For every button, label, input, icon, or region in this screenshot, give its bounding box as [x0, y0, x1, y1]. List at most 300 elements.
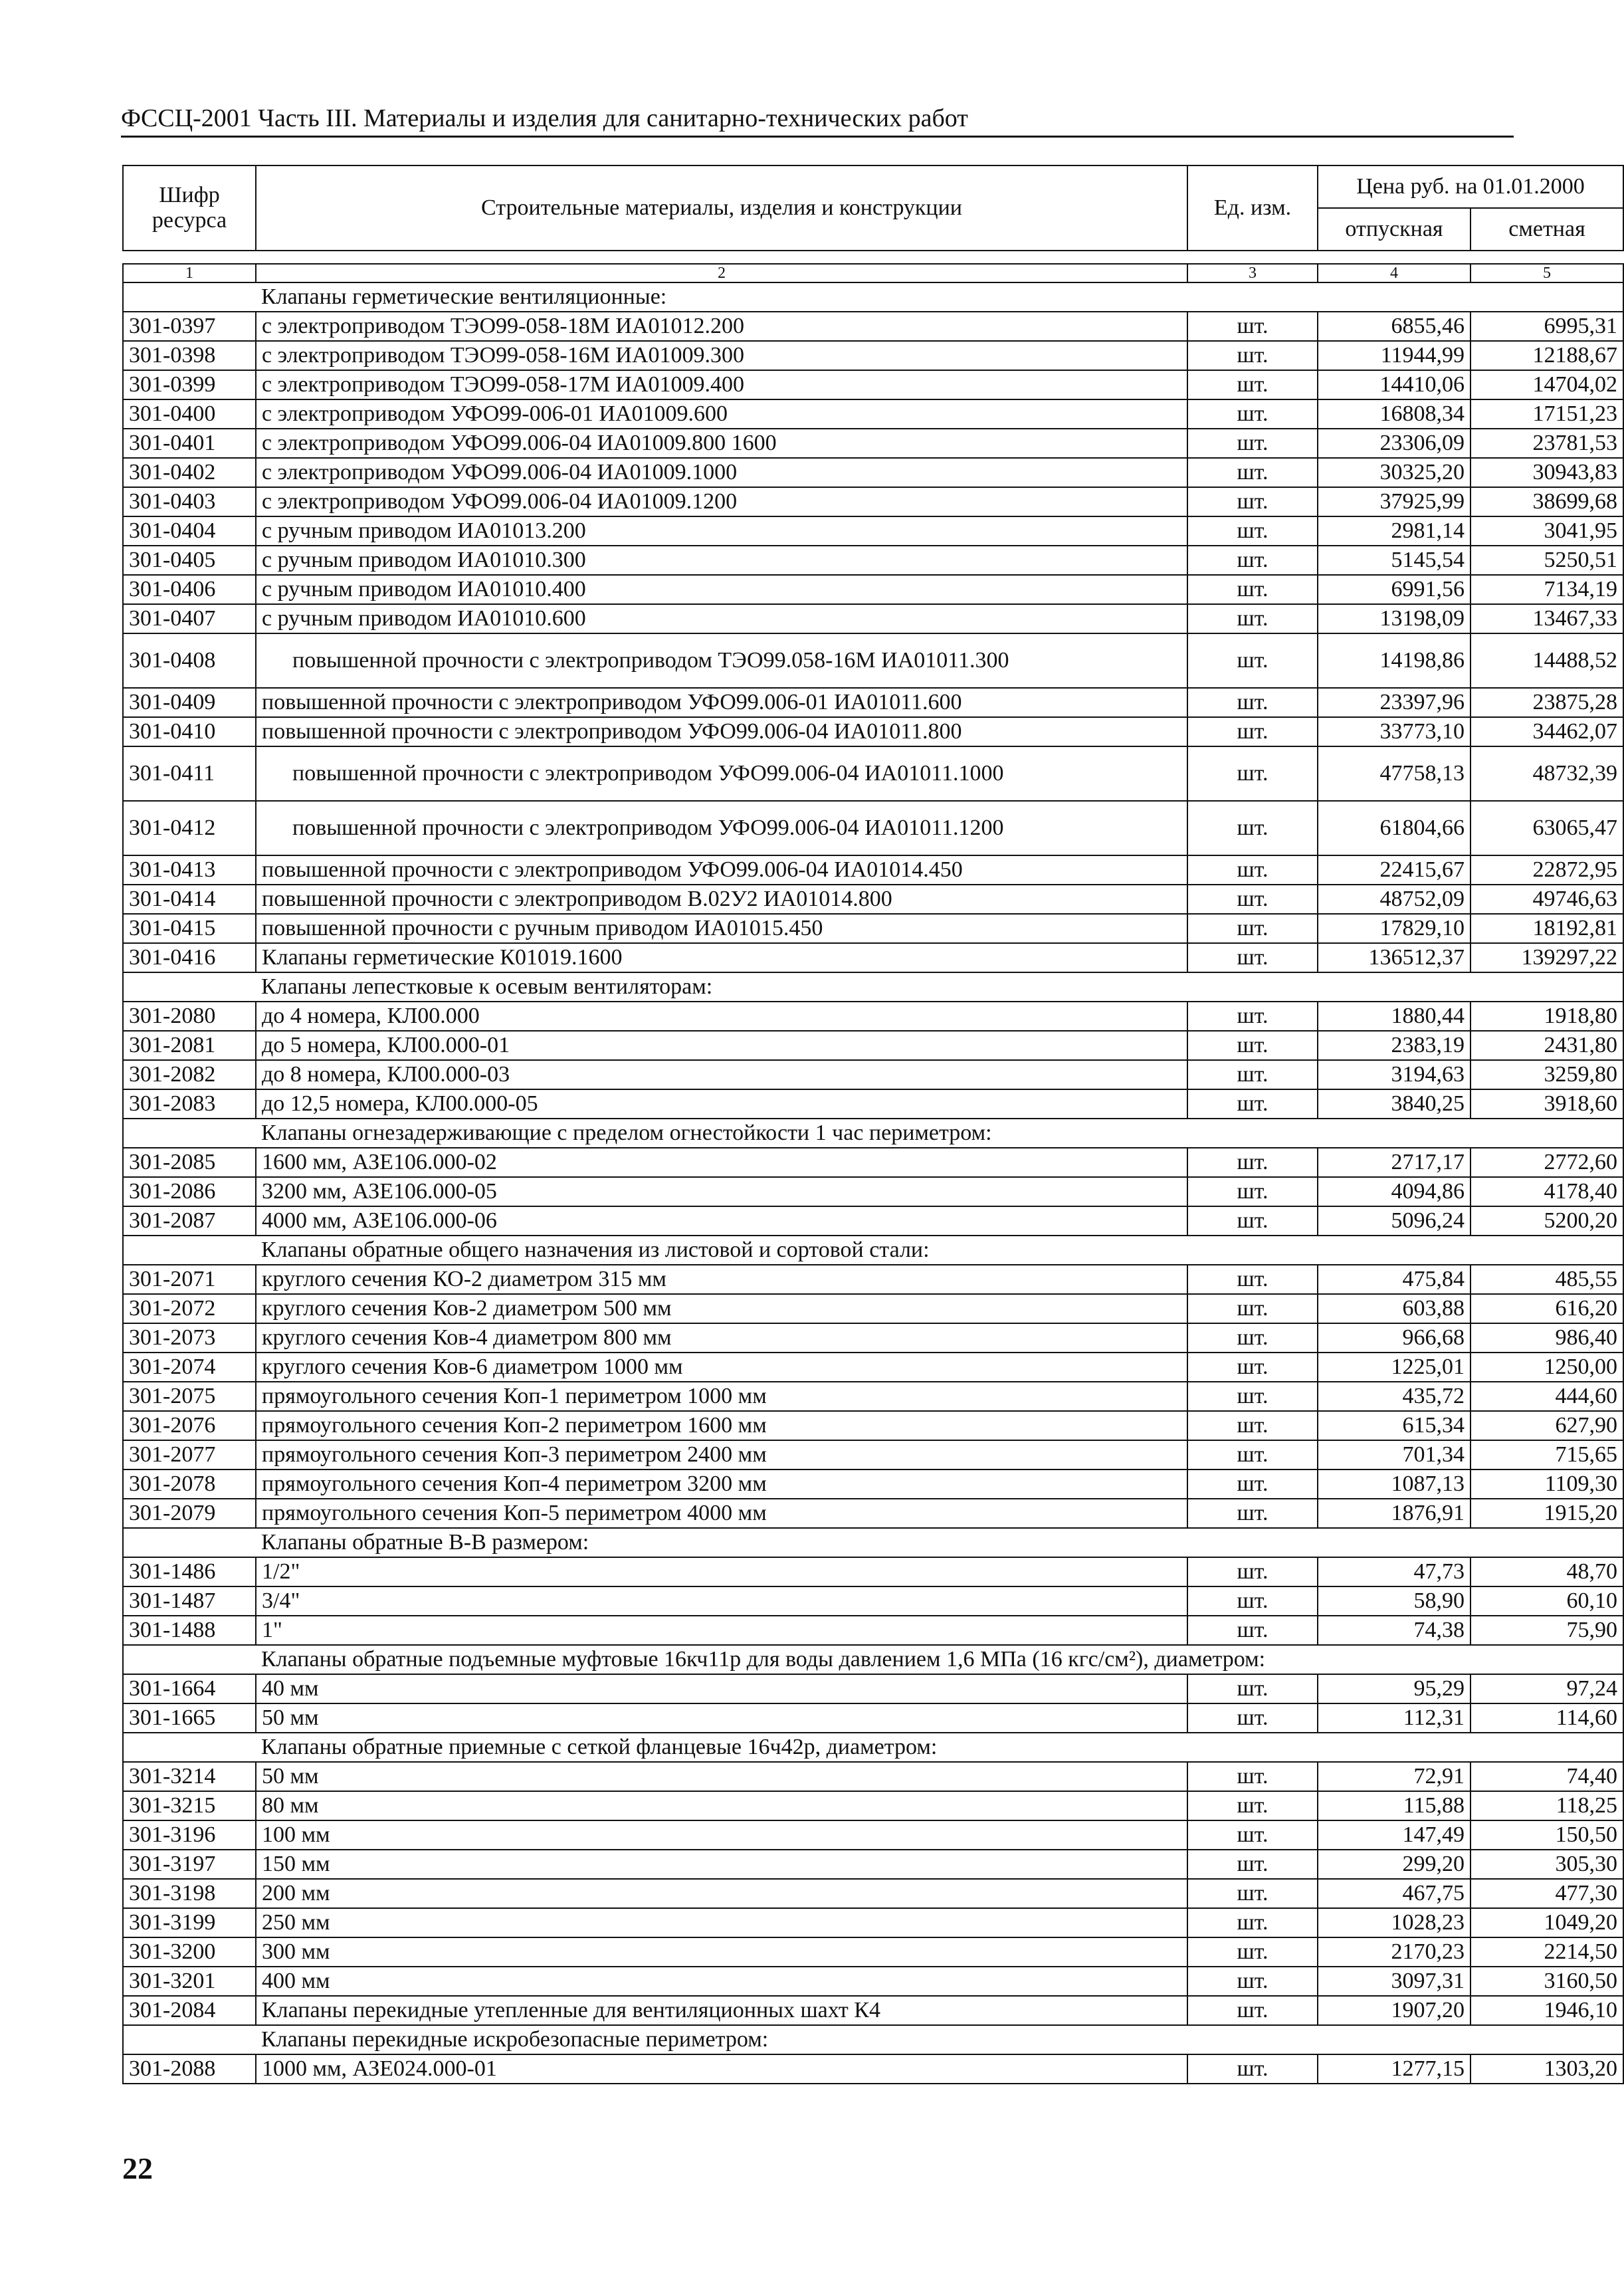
material-name-cell: повышенной прочности с электроприводом УФО99.006-04 ИА01014.450: [256, 855, 1187, 885]
table-row: [123, 575, 1623, 604]
col-header-price: Цена руб. на 01.01.2000: [1318, 165, 1623, 208]
table-row: [123, 1791, 1623, 1820]
table-row: [123, 801, 1623, 855]
material-name-cell: повышенной прочности с электроприводом УФО99.006-04 ИА01011.800: [256, 717, 1187, 746]
resource-code-cell: 301-0412: [123, 801, 256, 855]
table-row: [123, 1879, 1623, 1908]
release-price-cell: 16808,34: [1318, 399, 1471, 429]
unit-cell: шт.: [1187, 1557, 1318, 1586]
unit-cell: шт.: [1187, 487, 1318, 516]
material-name-cell: до 5 номера, КЛ00.000-01: [256, 1031, 1187, 1060]
estimate-price-cell: 23781,53: [1471, 429, 1623, 458]
estimate-price-cell: 3918,60: [1471, 1089, 1623, 1119]
resource-code-cell: 301-0404: [123, 516, 256, 546]
page-number: 22: [122, 2151, 153, 2185]
release-price-cell: 147,49: [1318, 1820, 1471, 1850]
estimate-price-cell: 14488,52: [1471, 633, 1623, 688]
group-header-row: [123, 1236, 1623, 1265]
table-row: [123, 1908, 1623, 1937]
estimate-price-cell: 477,30: [1471, 1879, 1623, 1908]
unit-cell: шт.: [1187, 546, 1318, 575]
table-body: [123, 282, 1623, 2084]
resource-code-cell: 301-0415: [123, 914, 256, 943]
col-number: 5: [1471, 264, 1623, 282]
unit-cell: шт.: [1187, 1177, 1318, 1206]
estimate-price-cell: 12188,67: [1471, 341, 1623, 370]
resource-code-cell: 301-3197: [123, 1850, 256, 1879]
material-name-cell: до 4 номера, КЛ00.000: [256, 1002, 1187, 1031]
release-price-cell: 966,68: [1318, 1323, 1471, 1353]
table-row: [123, 1265, 1623, 1294]
table-row: [123, 370, 1623, 399]
unit-cell: шт.: [1187, 604, 1318, 633]
estimate-price-cell: 986,40: [1471, 1323, 1623, 1353]
table-row: [123, 1294, 1623, 1323]
material-name-cell: повышенной прочности с электроприводом ТЭО99.058-16М ИА01011.300: [256, 633, 1187, 688]
table-row: [123, 1703, 1623, 1733]
unit-cell: шт.: [1187, 1937, 1318, 1967]
resource-code-cell: 301-2078: [123, 1469, 256, 1499]
release-price-cell: 6855,46: [1318, 312, 1471, 341]
table-row: [123, 1177, 1623, 1206]
unit-cell: шт.: [1187, 516, 1318, 546]
estimate-price-cell: 30943,83: [1471, 458, 1623, 487]
release-price-cell: 13198,09: [1318, 604, 1471, 633]
resource-code-cell: 301-0398: [123, 341, 256, 370]
material-name-cell: 200 мм: [256, 1879, 1187, 1908]
table-row: [123, 717, 1623, 746]
material-name-cell: повышенной прочности с электроприводом УФО99.006-04 ИА01011.1000: [256, 746, 1187, 801]
estimate-price-cell: 616,20: [1471, 1294, 1623, 1323]
unit-cell: шт.: [1187, 1762, 1318, 1791]
group-header-row: [123, 1645, 1623, 1674]
material-name-cell: 1600 мм, АЗЕ106.000-02: [256, 1148, 1187, 1177]
estimate-price-cell: 7134,19: [1471, 575, 1623, 604]
table-row: [123, 1762, 1623, 1791]
table-row: [123, 341, 1623, 370]
resource-code-cell: 301-2079: [123, 1499, 256, 1528]
material-name-cell: 400 мм: [256, 1967, 1187, 1996]
header-rule: [121, 136, 1514, 138]
release-price-cell: 299,20: [1318, 1850, 1471, 1879]
resource-code-cell: 301-3196: [123, 1820, 256, 1850]
release-price-cell: 6991,56: [1318, 575, 1471, 604]
material-name-cell: 1": [256, 1616, 1187, 1645]
unit-cell: шт.: [1187, 1206, 1318, 1236]
table-row: [123, 1411, 1623, 1440]
release-price-cell: 74,38: [1318, 1616, 1471, 1645]
unit-cell: шт.: [1187, 1850, 1318, 1879]
material-name-cell: с ручным приводом ИА01010.400: [256, 575, 1187, 604]
estimate-price-cell: 305,30: [1471, 1850, 1623, 1879]
resource-code-cell: 301-2077: [123, 1440, 256, 1469]
resource-code-cell: 301-2074: [123, 1353, 256, 1382]
col-header-unit: Ед. изм.: [1187, 165, 1318, 251]
release-price-cell: 58,90: [1318, 1586, 1471, 1616]
unit-cell: шт.: [1187, 1791, 1318, 1820]
col-header-name: Строительные материалы, изделия и конструкции: [256, 165, 1187, 251]
group-title: Клапаны обратные приемные с сеткой фланцевые 16ч42р, диаметром:: [256, 1733, 1623, 1762]
release-price-cell: 1907,20: [1318, 1996, 1471, 2025]
unit-cell: шт.: [1187, 1265, 1318, 1294]
release-price-cell: 4094,86: [1318, 1177, 1471, 1206]
table-row: [123, 1031, 1623, 1060]
resource-code-cell: 301-1488: [123, 1616, 256, 1645]
release-price-cell: 5145,54: [1318, 546, 1471, 575]
resource-code-cell: 301-2084: [123, 1996, 256, 2025]
unit-cell: шт.: [1187, 1674, 1318, 1703]
group-title: Клапаны перекидные искробезопасные периметром:: [256, 2025, 1623, 2054]
material-name-cell: повышенной прочности с электроприводом УФО99.006-01 ИА01011.600: [256, 688, 1187, 717]
resource-code-cell: 301-0403: [123, 487, 256, 516]
release-price-cell: 22415,67: [1318, 855, 1471, 885]
unit-cell: шт.: [1187, 575, 1318, 604]
column-number-row: [123, 264, 1623, 282]
material-name-cell: с электроприводом ТЭО99-058-18М ИА01012.200: [256, 312, 1187, 341]
group-header-spacer: [123, 1733, 256, 1762]
estimate-price-cell: 97,24: [1471, 1674, 1623, 1703]
resource-code-cell: 301-1486: [123, 1557, 256, 1586]
unit-cell: шт.: [1187, 1148, 1318, 1177]
material-name-cell: круглого сечения Ков-6 диаметром 1000 мм: [256, 1353, 1187, 1382]
material-name-cell: с электроприводом УФО99-006-01 ИА01009.600: [256, 399, 1187, 429]
release-price-cell: 11944,99: [1318, 341, 1471, 370]
estimate-price-cell: 17151,23: [1471, 399, 1623, 429]
estimate-price-cell: 5200,20: [1471, 1206, 1623, 1236]
material-name-cell: до 8 номера, КЛ00.000-03: [256, 1060, 1187, 1089]
table-row: [123, 688, 1623, 717]
table-row: [123, 746, 1623, 801]
estimate-price-cell: 14704,02: [1471, 370, 1623, 399]
table-row: [123, 1674, 1623, 1703]
group-header-row: [123, 282, 1623, 312]
material-name-cell: 150 мм: [256, 1850, 1187, 1879]
material-name-cell: 40 мм: [256, 1674, 1187, 1703]
table-row: [123, 1850, 1623, 1879]
col-number: 3: [1187, 264, 1318, 282]
table-row: [123, 1557, 1623, 1586]
material-name-cell: повышенной прочности с ручным приводом ИА01015.450: [256, 914, 1187, 943]
unit-cell: шт.: [1187, 399, 1318, 429]
release-price-cell: 615,34: [1318, 1411, 1471, 1440]
material-name-cell: 250 мм: [256, 1908, 1187, 1937]
table-row: [123, 487, 1623, 516]
estimate-price-cell: 18192,81: [1471, 914, 1623, 943]
page-header-title: ФССЦ-2001 Часть III. Материалы и изделия для санитарно-технических работ: [121, 104, 968, 132]
release-price-cell: 14410,06: [1318, 370, 1471, 399]
unit-cell: шт.: [1187, 458, 1318, 487]
release-price-cell: 1087,13: [1318, 1469, 1471, 1499]
resource-code-cell: 301-2083: [123, 1089, 256, 1119]
group-title: Клапаны герметические вентиляционные:: [256, 282, 1623, 312]
unit-cell: шт.: [1187, 943, 1318, 972]
estimate-price-cell: 60,10: [1471, 1586, 1623, 1616]
estimate-price-cell: 1946,10: [1471, 1996, 1623, 2025]
group-header-spacer: [123, 1119, 256, 1148]
estimate-price-cell: 3259,80: [1471, 1060, 1623, 1089]
estimate-price-cell: 139297,22: [1471, 943, 1623, 972]
release-price-cell: 47758,13: [1318, 746, 1471, 801]
col-header-release: отпускная: [1318, 208, 1471, 251]
release-price-cell: 95,29: [1318, 1674, 1471, 1703]
group-header-spacer: [123, 1528, 256, 1557]
release-price-cell: 23397,96: [1318, 688, 1471, 717]
material-name-cell: Клапаны герметические К01019.1600: [256, 943, 1187, 972]
estimate-price-cell: 5250,51: [1471, 546, 1623, 575]
unit-cell: шт.: [1187, 746, 1318, 801]
unit-cell: шт.: [1187, 1586, 1318, 1616]
material-name-cell: 3200 мм, АЗЕ106.000-05: [256, 1177, 1187, 1206]
material-name-cell: 50 мм: [256, 1703, 1187, 1733]
material-name-cell: 50 мм: [256, 1762, 1187, 1791]
table-row: [123, 429, 1623, 458]
col-header-estimate: сметная: [1471, 208, 1623, 251]
release-price-cell: 475,84: [1318, 1265, 1471, 1294]
unit-cell: шт.: [1187, 341, 1318, 370]
resource-code-cell: 301-2080: [123, 1002, 256, 1031]
unit-cell: шт.: [1187, 1703, 1318, 1733]
resource-code-cell: 301-3199: [123, 1908, 256, 1937]
group-title: Клапаны обратные общего назначения из листовой и сортовой стали:: [256, 1236, 1623, 1265]
table-row: [123, 1499, 1623, 1528]
table-row: [123, 399, 1623, 429]
estimate-price-cell: 3160,50: [1471, 1967, 1623, 1996]
resource-code-cell: 301-0414: [123, 885, 256, 914]
release-price-cell: 1880,44: [1318, 1002, 1471, 1031]
table-row: [123, 1353, 1623, 1382]
release-price-cell: 5096,24: [1318, 1206, 1471, 1236]
estimate-price-cell: 75,90: [1471, 1616, 1623, 1645]
material-name-cell: с электроприводом ТЭО99-058-16М ИА01009.300: [256, 341, 1187, 370]
table-row: [123, 914, 1623, 943]
resource-code-cell: 301-0408: [123, 633, 256, 688]
resource-code-cell: 301-2072: [123, 1294, 256, 1323]
material-name-cell: Клапаны перекидные утепленные для вентиляционных шахт К4: [256, 1996, 1187, 2025]
resource-code-cell: 301-0409: [123, 688, 256, 717]
resource-code-cell: 301-2071: [123, 1265, 256, 1294]
table-row: [123, 1148, 1623, 1177]
unit-cell: шт.: [1187, 855, 1318, 885]
release-price-cell: 47,73: [1318, 1557, 1471, 1586]
header-spacer: [123, 251, 1623, 264]
unit-cell: шт.: [1187, 1967, 1318, 1996]
resource-code-cell: 301-0411: [123, 746, 256, 801]
estimate-price-cell: 118,25: [1471, 1791, 1623, 1820]
material-name-cell: прямоугольного сечения Коп-2 периметром 1600 мм: [256, 1411, 1187, 1440]
resource-code-cell: 301-1487: [123, 1586, 256, 1616]
material-name-cell: 300 мм: [256, 1937, 1187, 1967]
release-price-cell: 17829,10: [1318, 914, 1471, 943]
material-name-cell: 80 мм: [256, 1791, 1187, 1820]
group-header-row: [123, 1733, 1623, 1762]
material-name-cell: круглого сечения Ков-2 диаметром 500 мм: [256, 1294, 1187, 1323]
unit-cell: шт.: [1187, 688, 1318, 717]
estimate-price-cell: 150,50: [1471, 1820, 1623, 1850]
table-row: [123, 855, 1623, 885]
table-row: [123, 943, 1623, 972]
estimate-price-cell: 2431,80: [1471, 1031, 1623, 1060]
unit-cell: шт.: [1187, 1499, 1318, 1528]
resource-code-cell: 301-0405: [123, 546, 256, 575]
resource-code-cell: 301-0413: [123, 855, 256, 885]
estimate-price-cell: 1915,20: [1471, 1499, 1623, 1528]
estimate-price-cell: 1049,20: [1471, 1908, 1623, 1937]
group-title: Клапаны обратные В-В размером:: [256, 1528, 1623, 1557]
material-name-cell: с электроприводом УФО99.006-04 ИА01009.1000: [256, 458, 1187, 487]
resource-code-cell: 301-2087: [123, 1206, 256, 1236]
unit-cell: шт.: [1187, 1353, 1318, 1382]
table-row: [123, 1323, 1623, 1353]
table-row: [123, 1586, 1623, 1616]
estimate-price-cell: 715,65: [1471, 1440, 1623, 1469]
material-name-cell: повышенной прочности с электроприводом В.02У2 ИА01014.800: [256, 885, 1187, 914]
estimate-price-cell: 74,40: [1471, 1762, 1623, 1791]
unit-cell: шт.: [1187, 1002, 1318, 1031]
unit-cell: шт.: [1187, 1323, 1318, 1353]
table-row: [123, 1440, 1623, 1469]
resource-code-cell: 301-1664: [123, 1674, 256, 1703]
unit-cell: шт.: [1187, 1089, 1318, 1119]
unit-cell: шт.: [1187, 1382, 1318, 1411]
material-name-cell: с электроприводом УФО99.006-04 ИА01009.1200: [256, 487, 1187, 516]
col-number: 1: [123, 264, 256, 282]
resource-code-cell: 301-0401: [123, 429, 256, 458]
material-name-cell: прямоугольного сечения Коп-5 периметром 4000 мм: [256, 1499, 1187, 1528]
table-row: [123, 1469, 1623, 1499]
resource-code-cell: 301-3200: [123, 1937, 256, 1967]
estimate-price-cell: 6995,31: [1471, 312, 1623, 341]
unit-cell: шт.: [1187, 1294, 1318, 1323]
release-price-cell: 3840,25: [1318, 1089, 1471, 1119]
group-title: Клапаны лепестковые к осевым вентиляторам:: [256, 972, 1623, 1002]
group-header-row: [123, 972, 1623, 1002]
release-price-cell: 435,72: [1318, 1382, 1471, 1411]
table-row: [123, 1089, 1623, 1119]
unit-cell: шт.: [1187, 1031, 1318, 1060]
release-price-cell: 30325,20: [1318, 458, 1471, 487]
unit-cell: шт.: [1187, 1469, 1318, 1499]
unit-cell: шт.: [1187, 1060, 1318, 1089]
group-header-spacer: [123, 2025, 256, 2054]
estimate-price-cell: 485,55: [1471, 1265, 1623, 1294]
release-price-cell: 701,34: [1318, 1440, 1471, 1469]
release-price-cell: 72,91: [1318, 1762, 1471, 1791]
unit-cell: шт.: [1187, 1616, 1318, 1645]
unit-cell: шт.: [1187, 1440, 1318, 1469]
material-name-cell: 4000 мм, АЗЕ106.000-06: [256, 1206, 1187, 1236]
material-name-cell: 100 мм: [256, 1820, 1187, 1850]
release-price-cell: 112,31: [1318, 1703, 1471, 1733]
material-name-cell: 1000 мм, АЗЕ024.000-01: [256, 2054, 1187, 2084]
group-header-spacer: [123, 1236, 256, 1265]
estimate-price-cell: 3041,95: [1471, 516, 1623, 546]
unit-cell: шт.: [1187, 885, 1318, 914]
unit-cell: шт.: [1187, 1908, 1318, 1937]
release-price-cell: 14198,86: [1318, 633, 1471, 688]
release-price-cell: 33773,10: [1318, 717, 1471, 746]
resource-code-cell: 301-0406: [123, 575, 256, 604]
release-price-cell: 2383,19: [1318, 1031, 1471, 1060]
estimate-price-cell: 1303,20: [1471, 2054, 1623, 2084]
estimate-price-cell: 114,60: [1471, 1703, 1623, 1733]
resource-code-cell: 301-3215: [123, 1791, 256, 1820]
unit-cell: шт.: [1187, 312, 1318, 341]
estimate-price-cell: 1250,00: [1471, 1353, 1623, 1382]
table-row: [123, 1820, 1623, 1850]
estimate-price-cell: 48,70: [1471, 1557, 1623, 1586]
unit-cell: шт.: [1187, 633, 1318, 688]
group-header-row: [123, 1528, 1623, 1557]
release-price-cell: 1028,23: [1318, 1908, 1471, 1937]
resource-code-cell: 301-2076: [123, 1411, 256, 1440]
unit-cell: шт.: [1187, 1820, 1318, 1850]
table-row: [123, 1937, 1623, 1967]
material-name-cell: с электроприводом УФО99.006-04 ИА01009.800 1600: [256, 429, 1187, 458]
release-price-cell: 2717,17: [1318, 1148, 1471, 1177]
resource-code-cell: 301-0410: [123, 717, 256, 746]
resource-code-cell: 301-0416: [123, 943, 256, 972]
release-price-cell: 3097,31: [1318, 1967, 1471, 1996]
resource-code-cell: 301-2073: [123, 1323, 256, 1353]
table-row: [123, 604, 1623, 633]
release-price-cell: 1876,91: [1318, 1499, 1471, 1528]
unit-cell: шт.: [1187, 801, 1318, 855]
estimate-price-cell: 627,90: [1471, 1411, 1623, 1440]
table-row: [123, 1060, 1623, 1089]
estimate-price-cell: 63065,47: [1471, 801, 1623, 855]
group-header-spacer: [123, 282, 256, 312]
release-price-cell: 37925,99: [1318, 487, 1471, 516]
group-header-spacer: [123, 1645, 256, 1674]
material-name-cell: до 12,5 номера, КЛ00.000-05: [256, 1089, 1187, 1119]
release-price-cell: 1277,15: [1318, 2054, 1471, 2084]
material-name-cell: с ручным приводом ИА01010.600: [256, 604, 1187, 633]
material-name-cell: 3/4": [256, 1586, 1187, 1616]
release-price-cell: 61804,66: [1318, 801, 1471, 855]
estimate-price-cell: 444,60: [1471, 1382, 1623, 1411]
material-name-cell: прямоугольного сечения Коп-3 периметром 2400 мм: [256, 1440, 1187, 1469]
release-price-cell: 115,88: [1318, 1791, 1471, 1820]
table-row: [123, 1967, 1623, 1996]
group-header-row: [123, 2025, 1623, 2054]
estimate-price-cell: 23875,28: [1471, 688, 1623, 717]
group-title: Клапаны огнезадерживающие с пределом огнестойкости 1 час периметром:: [256, 1119, 1623, 1148]
release-price-cell: 48752,09: [1318, 885, 1471, 914]
material-name-cell: с электроприводом ТЭО99-058-17М ИА01009.400: [256, 370, 1187, 399]
table-row: [123, 885, 1623, 914]
resource-code-cell: 301-2075: [123, 1382, 256, 1411]
resource-code-cell: 301-0397: [123, 312, 256, 341]
release-price-cell: 1225,01: [1318, 1353, 1471, 1382]
group-header-row: [123, 1119, 1623, 1148]
table-row: [123, 2054, 1623, 2084]
price-table: [122, 165, 1624, 2084]
release-price-cell: 3194,63: [1318, 1060, 1471, 1089]
resource-code-cell: 301-0407: [123, 604, 256, 633]
resource-code-cell: 301-0402: [123, 458, 256, 487]
estimate-price-cell: 38699,68: [1471, 487, 1623, 516]
material-name-cell: круглого сечения КО-2 диаметром 315 мм: [256, 1265, 1187, 1294]
estimate-price-cell: 13467,33: [1471, 604, 1623, 633]
table-row: [123, 633, 1623, 688]
table-row: [123, 1002, 1623, 1031]
resource-code-cell: 301-0400: [123, 399, 256, 429]
unit-cell: шт.: [1187, 717, 1318, 746]
resource-code-cell: 301-0399: [123, 370, 256, 399]
estimate-price-cell: 22872,95: [1471, 855, 1623, 885]
resource-code-cell: 301-2081: [123, 1031, 256, 1060]
material-name-cell: 1/2": [256, 1557, 1187, 1586]
